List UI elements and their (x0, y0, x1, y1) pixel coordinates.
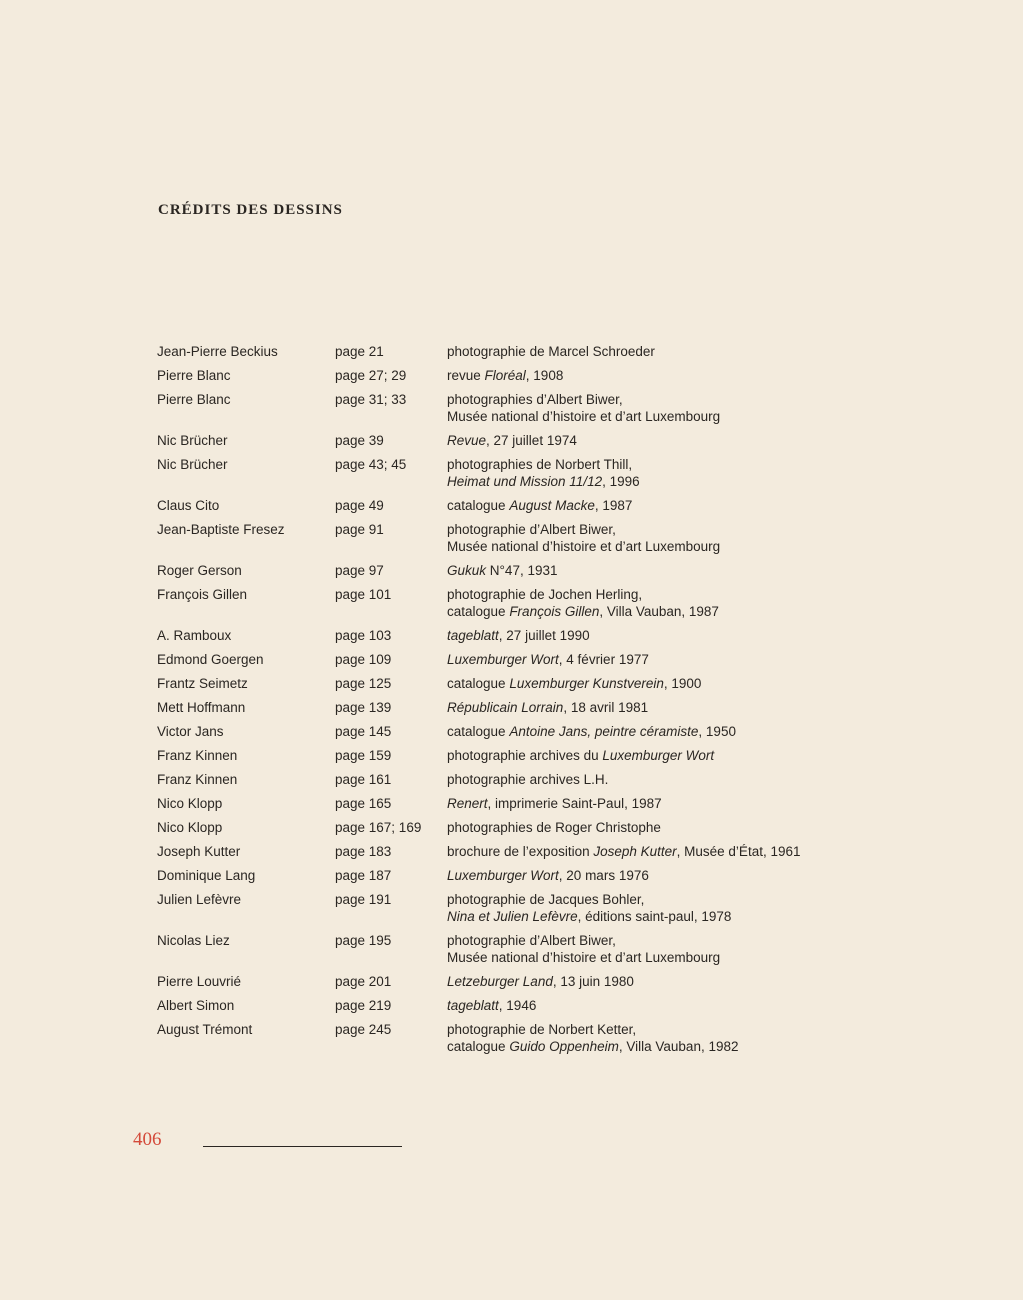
credit-source (447, 497, 857, 514)
credit-page: page 245 (335, 1022, 392, 1037)
credit-artist: Nico Klopp (157, 820, 223, 835)
credit-artist: Julien Lefèvre (157, 892, 242, 907)
source-text: , 1950 (698, 724, 736, 739)
credit-artist: Victor Jans (157, 724, 224, 739)
credit-source (447, 997, 857, 1014)
source-text: photographie de Jochen Herling, (447, 587, 643, 602)
credit-row (157, 1021, 857, 1055)
source-title: Letzeburger Land (447, 974, 553, 989)
source-text: , Musée d’État, 1961 (676, 844, 801, 859)
source-text: photographie de Norbert Ketter, (447, 1022, 637, 1037)
credit-source-line (447, 343, 857, 360)
credit-row (157, 627, 857, 644)
credit-source (447, 819, 857, 836)
source-text: Musée national d’histoire et d’art Luxembourg (447, 539, 721, 554)
credit-row (157, 699, 857, 716)
source-text: photographie d’Albert Biwer, (447, 522, 616, 537)
credit-row (157, 343, 857, 360)
source-text: photographies d’Albert Biwer, (447, 392, 623, 407)
credit-row (157, 932, 857, 966)
credit-row (157, 723, 857, 740)
source-text: , 20 mars 1976 (558, 868, 649, 883)
credit-row (157, 562, 857, 579)
credit-page: page 27; 29 (335, 368, 407, 383)
credit-artist: Edmond Goergen (157, 652, 264, 667)
source-text: revue (447, 368, 485, 383)
source-text: Musée national d’histoire et d’art Luxembourg (447, 950, 721, 965)
source-text: , 13 juin 1980 (552, 974, 634, 989)
credit-source-line (447, 867, 857, 884)
credit-source-line (447, 473, 857, 490)
credit-artist: Nico Klopp (157, 796, 223, 811)
credit-source-line (447, 723, 857, 740)
page-number: 406 (133, 1129, 162, 1150)
credit-source-line (447, 675, 857, 692)
credit-source-line (447, 771, 857, 788)
source-text: photographie d’Albert Biwer, (447, 933, 616, 948)
source-title: Heimat und Mission 11/12 (447, 474, 603, 489)
credit-source (447, 456, 857, 490)
credit-page: page 159 (335, 748, 392, 763)
source-text: Musée national d’histoire et d’art Luxembourg (447, 409, 721, 424)
credit-page: page 31; 33 (335, 392, 407, 407)
credit-row (157, 432, 857, 449)
credit-source (447, 771, 857, 788)
source-text: photographie de Jacques Bohler, (447, 892, 645, 907)
credit-artist: Dominique Lang (157, 868, 256, 883)
credit-page: page 161 (335, 772, 392, 787)
credit-artist: Frantz Seimetz (157, 676, 248, 691)
source-text: , 27 juillet 1974 (486, 433, 577, 448)
source-title: François Gillen (509, 604, 600, 619)
credit-page: page 39 (335, 433, 384, 448)
credit-artist: Roger Gerson (157, 563, 242, 578)
source-text: , 1996 (602, 474, 640, 489)
source-text: , 1946 (498, 998, 537, 1013)
credit-source-line (447, 538, 857, 555)
source-title: Luxemburger Wort (602, 748, 715, 763)
credit-row (157, 997, 857, 1014)
source-text: photographies de Norbert Thill, (447, 457, 633, 472)
credit-source (447, 699, 857, 716)
credit-page: page 195 (335, 933, 392, 948)
credit-source (447, 867, 857, 884)
source-text: brochure de l’exposition (447, 844, 594, 859)
credit-artist: Jean-Baptiste Fresez (157, 522, 285, 537)
credit-row (157, 843, 857, 860)
credit-source-line (447, 562, 857, 579)
credit-page: page 187 (335, 868, 392, 883)
credit-source-line (447, 651, 857, 668)
credit-source-line (447, 521, 857, 538)
credit-page: page 219 (335, 998, 392, 1013)
credit-page: page 49 (335, 498, 384, 513)
credit-source (447, 747, 857, 764)
credit-row (157, 771, 857, 788)
credit-source-line (447, 603, 857, 620)
credit-artist: Nic Brücher (157, 433, 228, 448)
credit-row (157, 651, 857, 668)
credit-source (447, 521, 857, 555)
source-text: , Villa Vauban, 1987 (599, 604, 719, 619)
credit-page: page 21 (335, 344, 384, 359)
source-text: catalogue (447, 604, 510, 619)
source-text: photographie de Marcel Schroeder (447, 344, 655, 359)
source-text: , 1908 (525, 368, 564, 383)
credit-artist: August Trémont (157, 1022, 253, 1037)
source-title: Antoine Jans, peintre céramiste (509, 724, 699, 739)
credit-source (447, 432, 857, 449)
credit-artist: Jean-Pierre Beckius (157, 344, 278, 359)
credit-artist: Franz Kinnen (157, 772, 238, 787)
credit-source-line (447, 843, 857, 860)
credit-source (447, 367, 857, 384)
source-text: , 27 juillet 1990 (498, 628, 590, 643)
credit-row (157, 747, 857, 764)
source-text: , Villa Vauban, 1982 (618, 1039, 739, 1054)
credit-source-line (447, 908, 857, 925)
source-text: , imprimerie Saint-Paul, 1987 (487, 796, 662, 811)
credit-artist: Claus Cito (157, 498, 220, 513)
credit-row (157, 819, 857, 836)
source-title: Nina et Julien Lefèvre (447, 909, 578, 924)
credit-page: page 191 (335, 892, 392, 907)
source-text: N°47, 1931 (486, 563, 558, 578)
credits-list (157, 343, 857, 1062)
credit-source (447, 973, 857, 990)
credit-artist: Franz Kinnen (157, 748, 238, 763)
source-text: catalogue (447, 724, 510, 739)
credit-page: page 167; 169 (335, 820, 422, 835)
credit-page: page 103 (335, 628, 392, 643)
credit-row (157, 391, 857, 425)
credit-page: page 109 (335, 652, 392, 667)
credit-source-line (447, 408, 857, 425)
credit-artist: Pierre Louvrié (157, 974, 242, 989)
footer-rule (203, 1146, 402, 1147)
source-title: tageblatt (447, 998, 499, 1013)
credit-page: page 183 (335, 844, 392, 859)
source-text: , 1900 (663, 676, 702, 691)
credit-artist: Albert Simon (157, 998, 235, 1013)
credit-page: page 165 (335, 796, 392, 811)
credit-source-line (447, 367, 857, 384)
credit-page: page 201 (335, 974, 392, 989)
source-text: , éditions saint-paul, 1978 (577, 909, 732, 924)
source-text: , 18 avril 1981 (563, 700, 649, 715)
credit-source (447, 343, 857, 360)
credit-page: page 139 (335, 700, 392, 715)
credit-source-line (447, 456, 857, 473)
credit-artist: François Gillen (157, 587, 248, 602)
credit-source (447, 675, 857, 692)
credit-source-line (447, 891, 857, 908)
credit-source-line (447, 949, 857, 966)
credit-source-line (447, 497, 857, 514)
credit-source (447, 891, 857, 925)
credit-source-line (447, 1038, 857, 1055)
source-title: Guido Oppenheim (509, 1039, 619, 1054)
credit-artist: Joseph Kutter (157, 844, 241, 859)
source-title: Joseph Kutter (593, 844, 677, 859)
credit-page: page 43; 45 (335, 457, 407, 472)
credit-row (157, 521, 857, 555)
credit-source-line (447, 391, 857, 408)
source-title: Républicain Lorrain (447, 700, 564, 715)
credit-source-line (447, 932, 857, 949)
credit-source-line (447, 1021, 857, 1038)
source-title: Gukuk (447, 563, 487, 578)
credit-source (447, 843, 857, 860)
source-title: August Macke (509, 498, 595, 513)
credit-source-line (447, 586, 857, 603)
credit-row (157, 586, 857, 620)
source-title: Renert (447, 796, 488, 811)
credit-row (157, 795, 857, 812)
credit-source (447, 586, 857, 620)
source-title: Luxemburger Wort (447, 868, 559, 883)
credit-page: page 97 (335, 563, 384, 578)
credit-source-line (447, 819, 857, 836)
credit-row (157, 456, 857, 490)
source-title: tageblatt (447, 628, 499, 643)
source-text: , 4 février 1977 (558, 652, 649, 667)
credit-source (447, 562, 857, 579)
source-text: catalogue (447, 1039, 510, 1054)
credit-row (157, 367, 857, 384)
credit-source-line (447, 747, 857, 764)
credit-artist: A. Ramboux (157, 628, 232, 643)
credit-artist: Mett Hoffmann (157, 700, 246, 715)
source-text: photographie archives L.H. (447, 772, 609, 787)
credit-page: page 101 (335, 587, 392, 602)
credit-row (157, 675, 857, 692)
credit-source-line (447, 795, 857, 812)
source-text: , 1987 (594, 498, 633, 513)
page-title: CRÉDITS DES DESSINS (158, 202, 343, 219)
credit-row (157, 867, 857, 884)
credit-source (447, 1021, 857, 1055)
credit-artist: Pierre Blanc (157, 392, 231, 407)
credit-source-line (447, 627, 857, 644)
credit-source (447, 391, 857, 425)
credit-artist: Nic Brücher (157, 457, 228, 472)
credit-artist: Pierre Blanc (157, 368, 231, 383)
credit-source (447, 651, 857, 668)
source-title: Floréal (484, 368, 526, 383)
credit-page: page 91 (335, 522, 384, 537)
credit-page: page 125 (335, 676, 392, 691)
credit-source-line (447, 699, 857, 716)
source-title: Luxemburger Kunstverein (509, 676, 664, 691)
source-text: catalogue (447, 498, 510, 513)
credit-source (447, 723, 857, 740)
credit-source (447, 627, 857, 644)
source-text: catalogue (447, 676, 510, 691)
source-title: Luxemburger Wort (447, 652, 559, 667)
source-text: photographie archives du (447, 748, 603, 763)
credit-row (157, 891, 857, 925)
credit-page: page 145 (335, 724, 392, 739)
credit-source-line (447, 997, 857, 1014)
source-title: Revue (447, 433, 487, 448)
credit-artist: Nicolas Liez (157, 933, 230, 948)
credit-row (157, 973, 857, 990)
credit-source (447, 795, 857, 812)
credit-source-line (447, 432, 857, 449)
credit-source-line (447, 973, 857, 990)
credit-row (157, 497, 857, 514)
source-text: photographies de Roger Christophe (447, 820, 661, 835)
credit-source (447, 932, 857, 966)
